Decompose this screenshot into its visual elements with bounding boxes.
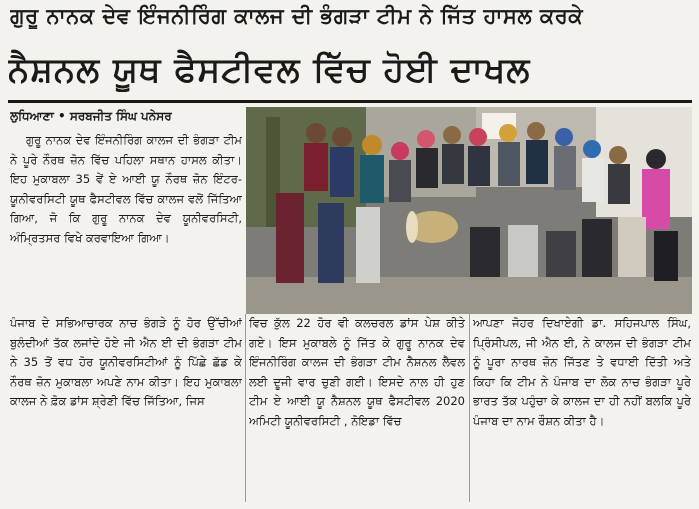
article-column-3: ਆਪਣਾ ਜੋਹਰ ਦਿਖਾਏਗੀ ਡਾ. ਸਹਿਜਪਾਲ ਸਿੰਘ, ਪ੍ਰਿੰਸੀਪਲ, ਜੀ ਐਨ ਈ, ਨੇ ਕਾਲਜ ਦੀ ਭੰਗੜਾ ਟੀਮ ਨੂੰ ਪੂਰਾ ਨਾਰਥ ਜ਼ੋਨ ਜਿੱਤਣ ਤੇ ਵਧਾਈ ਦਿੱਤੀ ਅਤੇ ਕਿਹਾ ਕਿ ਟੀਮ ਨੇ ਪੰਜਾਬ ਦਾ ਲੋਕ ਨਾਚ ਭੰਗੜਾ ਪੂਰੇ ਭਾਰਤ ਤੱਕ ਪਹੁੰਚਾ ਕੇ ਕਾਲਜ ਦਾ ਹੀ ਨਹੀਂ ਬਲਕਿ ਪੂਰੇ ਪੰਜਾਬ ਦਾ ਨਾਮ ਰੌਸ਼ਨ ਕੀਤਾ ਹੈ। bbox=[473, 316, 691, 428]
headline-rule bbox=[8, 100, 692, 103]
article-column-2: ਵਿਚ ਕੁੱਲ 22 ਹੋਰ ਵੀ ਕਲਚਰਲ ਡਾਂਸ ਪੇਸ਼ ਕੀਤੇ ਗਏ। ਇਸ ਮੁਕਾਬਲੇ ਨੂੰ ਜਿੱਤ ਕੇ ਗੁਰੂ ਨਾਨਕ ਦੇਵ ਇੰਜਨੀਰਿੰਗ ਕਾਲਜ ਦੀ ਭੰਗੜਾ ਟੀਮ ਨੈਸ਼ਨਲ ਲੈਵਲ ਲਈ ਦੂਜੀ ਵਾਰ ਚੁਣੀ ਗਈ। ਇਸਦੇ ਨਾਲ ਹੀ ਹੁਣ ਟੀਮ ਏ ਆਈ ਯੂ ਨੈਸ਼ਨਲ ਯੂਥ ਫੈਸਟੀਵਲ 2020 ਅਮਿਟੀ ਯੂਨੀਵਰਸਿਟੀ , ਨੋਇਡਾ ਵਿੱਚ bbox=[249, 316, 465, 428]
article-headline: ਨੈਸ਼ਨਲ ਯੂਥ ਫੈਸਟੀਵਲ ਵਿੱਚ ਹੋਈ ਦਾਖਲ bbox=[8, 50, 531, 90]
lead-paragraph: ਗੁਰੂ ਨਾਨਕ ਦੇਵ ਇੰਜਨੀਰਿੰਗ ਕਾਲਜ ਦੀ ਭੰਗੜਾ ਟੀਮ ਨੇ ਪੂਰੇ ਨੌਰਥ ਜ਼ੋਨ ਵਿੱਚ ਪਹਿਲਾ ਸਥਾਨ ਹਾਸਲ ਕੀਤਾ। ਇਹ ਮੁਕਾਬਲਾ 35 ਵੇਂ ਏ ਆਈ ਯੂ ਨੌਰਥ ਜ਼ੋਨ ਇੰਟਰ-ਯੂਨੀਵਰਸਿਟੀ ਯੂਥ ਫੈਸਟੀਵਲ ਵਿੱਚ ਕਾਲਜ ਵਲੋਂ ਜਿੱਤਿਆ ਗਿਆ, ਜੋ ਕਿ ਗੁਰੂ ਨਾਨਕ ਦੇਵ ਯੂਨੀਵਰਸਿਟੀ, ਅੰਮ੍ਰਿਤਸਰ ਵਿਖੇ ਕਰਵਾਇਆ ਗਿਆ। bbox=[10, 133, 242, 245]
article-column-1: ਪੰਜਾਬ ਦੇ ਸਭਿਆਚਾਰਕ ਨਾਚ ਭੰਗੜੇ ਨੂੰ ਹੋਰ ਉੱਚੀਆਂ ਬੁਲੰਦੀਆਂ ਤੱਕ ਲਜਾਂਦੇ ਹੋਏ ਜੀ ਐਨ ਈ ਦੀ ਭੰਗੜਾ ਟੀਮ ਨੇ 35 ਤੋਂ ਵਧ ਹੋਰ ਯੂਨੀਵਰਸਿਟੀਆਂ ਨੂੰ ਪਿੱਛੇ ਛੱਡ ਕੇ ਨੌਰਥ ਜ਼ੋਨ ਮੁਕਾਬਲਾ ਅਪਣੇ ਨਾਮ ਕੀਤਾ। ਇਹ ਮੁਕਾਬਲਾ ਕਾਲਜ ਨੇ ਫ਼ੋਕ ਡਾਂਸ ਸ਼੍ਰੇਣੀ ਵਿੱਚ ਜਿੱਤਿਆ, ਜਿਸ bbox=[10, 316, 242, 408]
group-photo-icon bbox=[246, 107, 692, 314]
group-photo bbox=[246, 107, 692, 314]
column-divider bbox=[245, 314, 246, 502]
dateline: ਲੁਧਿਆਣਾ • ਸਰਬਜੀਤ ਸਿੰਘ ਪਨੇਸਰ bbox=[10, 109, 172, 123]
article-kicker: ਗੁਰੂ ਨਾਨਕ ਦੇਵ ਇੰਜਨੀਰਿੰਗ ਕਾਲਜ ਦੀ ਭੰਗੜਾ ਟੀਮ ਨੇ ਜਿੱਤ ਹਾਸਲ ਕਰਕੇ bbox=[10, 4, 584, 28]
column-divider bbox=[469, 314, 470, 502]
